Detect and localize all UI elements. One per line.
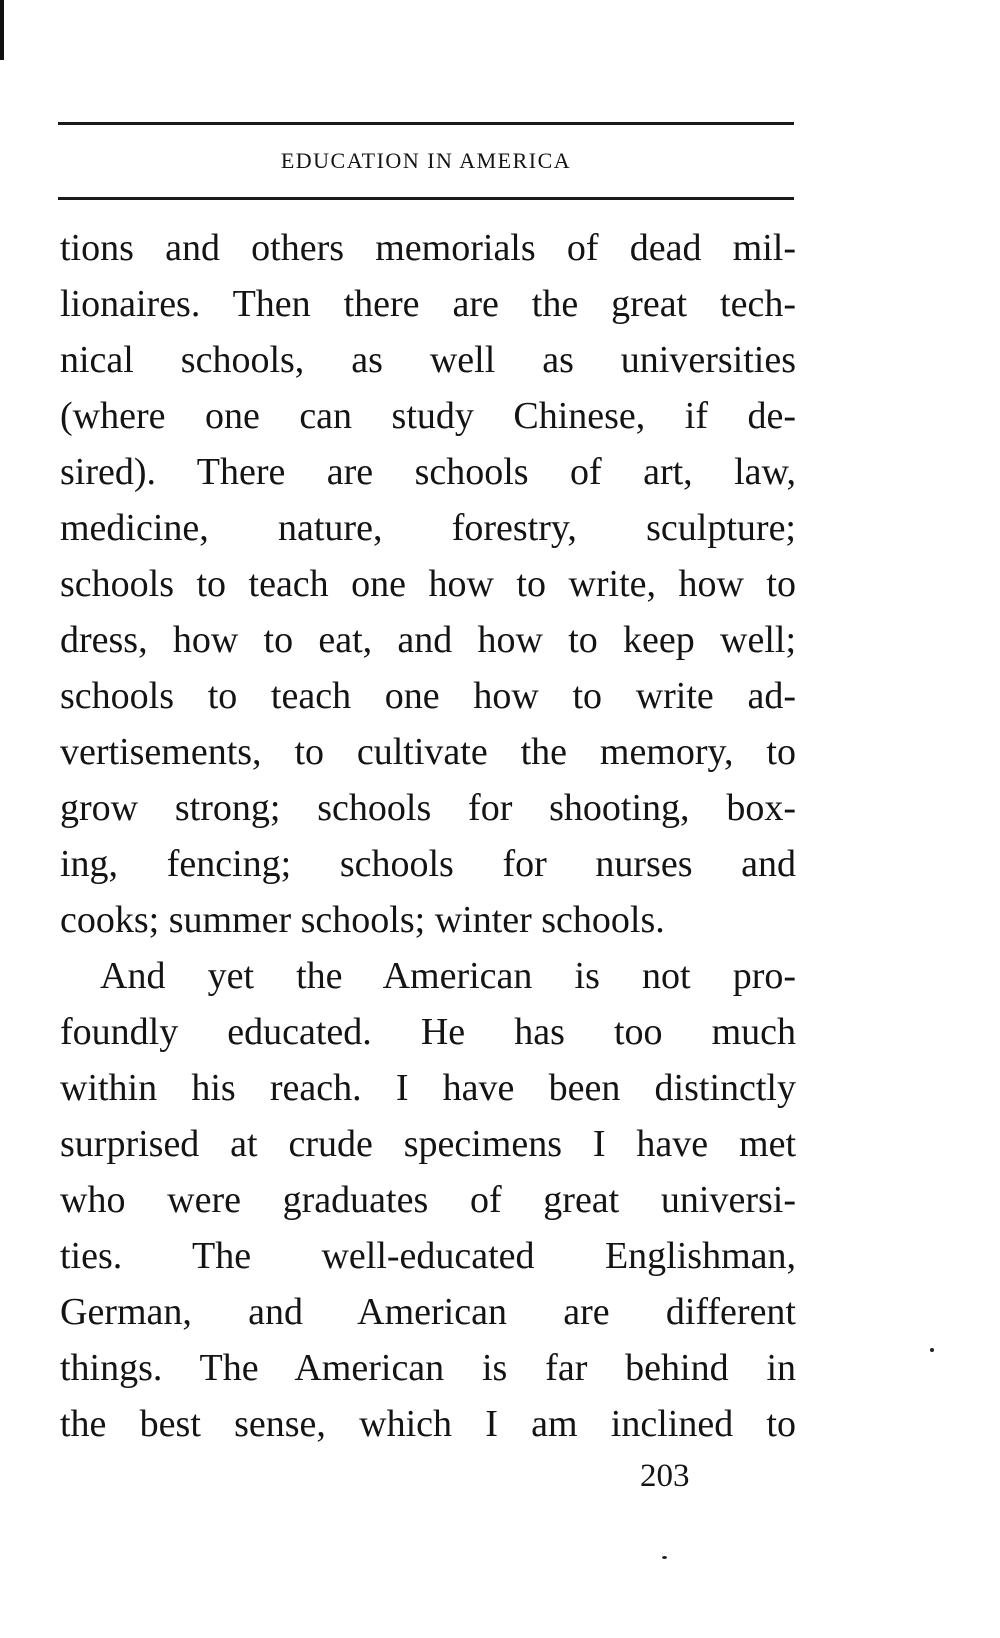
text-line-paragraph-end: cooks; summer schools; winter schools.	[60, 899, 665, 941]
scan-edge-mark	[0, 0, 4, 60]
text-line: nical schools, as well as universities	[60, 339, 796, 381]
text-line: schools to teach one how to write ad-	[60, 675, 796, 717]
text-line: the best sense, which I am inclined to	[60, 1403, 796, 1445]
text-line: vertisements, to cultivate the memory, to	[60, 731, 796, 773]
text-line: grow strong; schools for shooting, box-	[60, 787, 796, 829]
body-text	[60, 226, 796, 1458]
scan-speck	[930, 1348, 934, 1352]
text-line: foundly educated. He has too much	[60, 1011, 796, 1053]
text-line: medicine, nature, forestry, sculpture;	[60, 507, 796, 549]
text-line: schools to teach one how to write, how to	[60, 563, 796, 605]
text-line: ing, fencing; schools for nurses and	[60, 843, 796, 885]
header-rule-bottom	[58, 197, 794, 200]
text-line: German, and American are different	[60, 1291, 796, 1333]
text-line-paragraph-start: And yet the American is not pro-	[100, 955, 796, 997]
running-title: EDUCATION IN AMERICA	[280, 148, 572, 173]
text-line: things. The American is far behind in	[60, 1347, 796, 1389]
text-line: within his reach. I have been distinctly	[60, 1067, 796, 1109]
text-line: ties. The well-educated Englishman,	[60, 1235, 796, 1277]
text-line: tions and others memorials of dead mil-	[60, 227, 796, 269]
text-line: sired). There are schools of art, law,	[60, 451, 796, 493]
text-line: dress, how to eat, and how to keep well;	[60, 619, 796, 661]
header-rule-top	[58, 122, 794, 125]
page-number: 203	[640, 1458, 690, 1494]
text-line: surprised at crude specimens I have met	[60, 1123, 796, 1165]
text-line: lionaires. Then there are the great tech-	[60, 283, 796, 325]
text-line: (where one can study Chinese, if de-	[60, 395, 796, 437]
text-line: who were graduates of great universi-	[60, 1179, 796, 1221]
scan-speck	[662, 1556, 667, 1559]
